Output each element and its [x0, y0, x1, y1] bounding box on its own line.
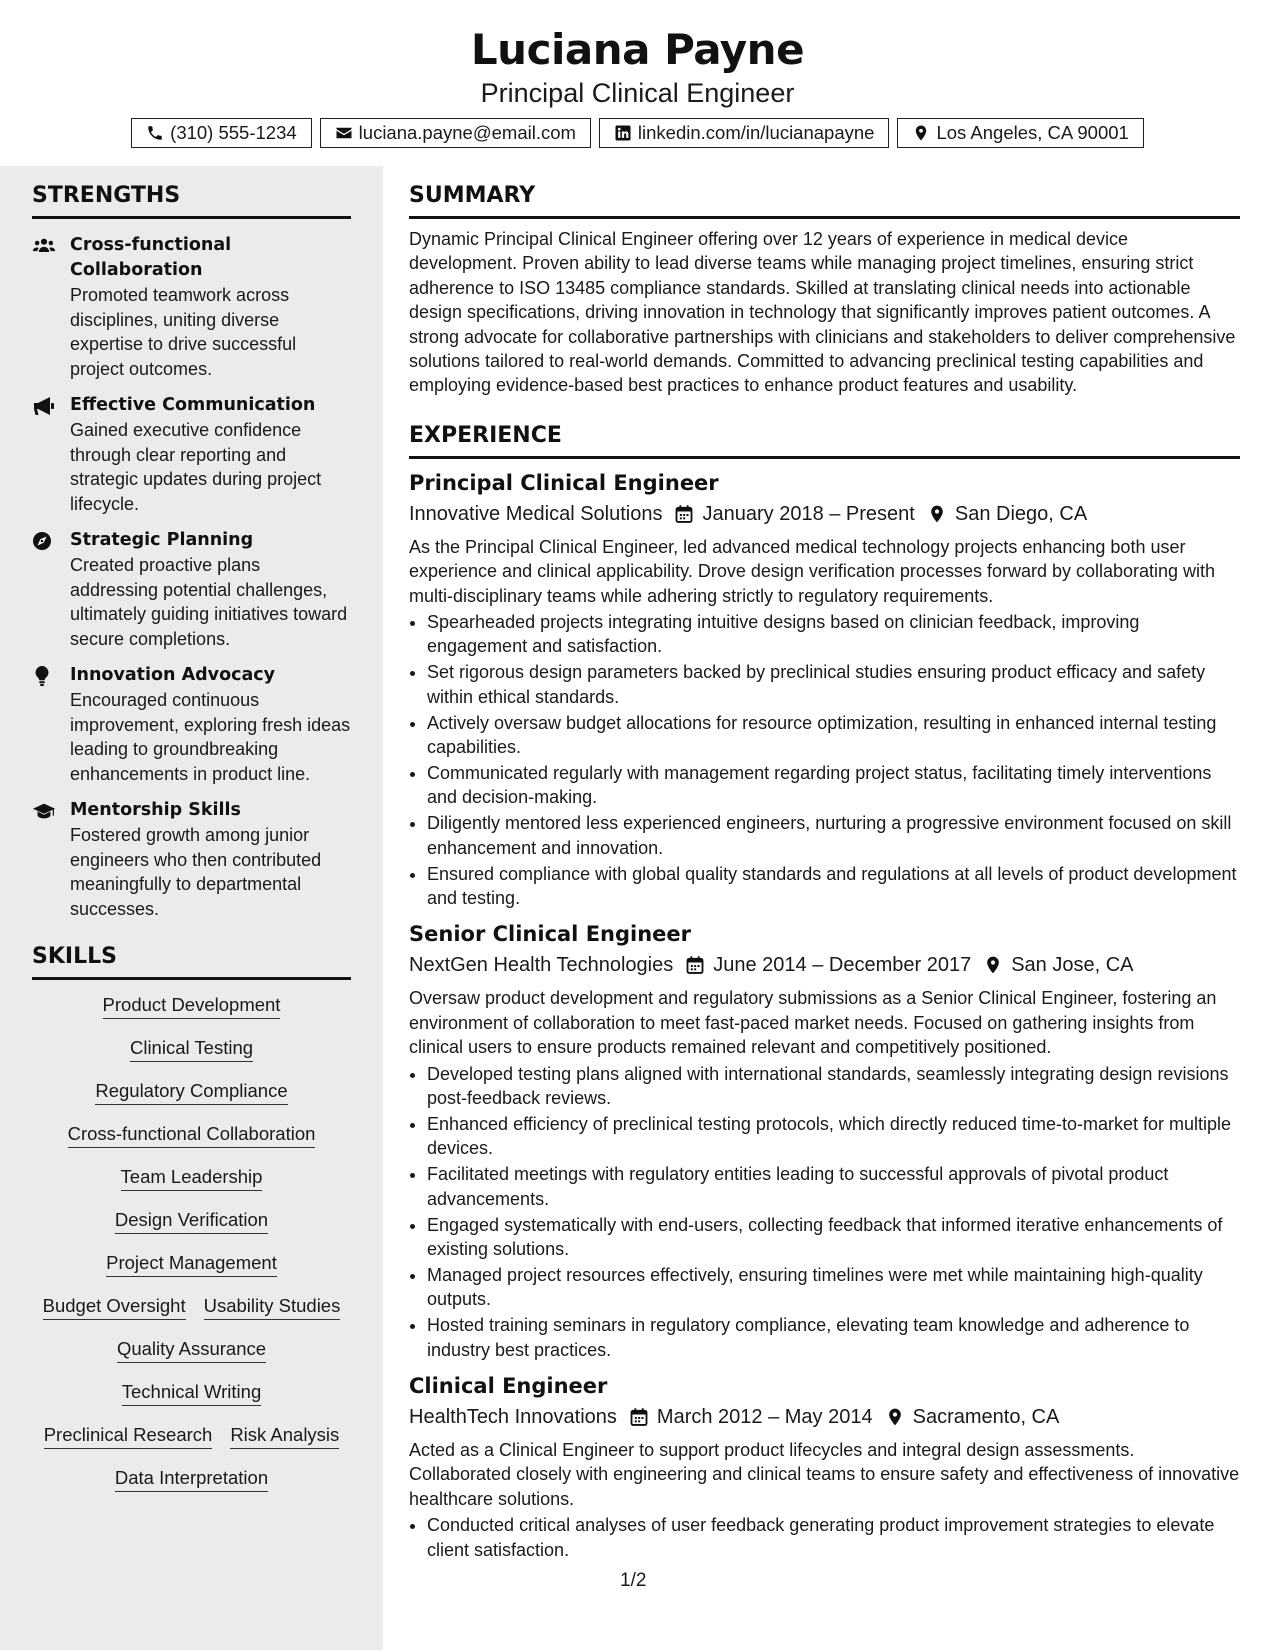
job-title: Senior Clinical Engineer: [409, 922, 692, 947]
strength-item: [32, 798, 351, 921]
strengths-list: [32, 233, 351, 921]
strength-item: [32, 233, 351, 381]
calendar-icon: [685, 955, 705, 975]
skills-row: [32, 992, 351, 1019]
resume-header: [0, 0, 1275, 148]
job-title: Principal Clinical Engineer: [409, 470, 719, 495]
summary-text: Dynamic Principal Clinical Engineer offering over 12 years of experience in medical device development. Proven ability to lead diverse teams while managing project timelines, ensuring strict adherence to ISO 13485 compliance standards. Skilled at translating clinical needs into actionable design specifications, driving innovation in technology that significantly improves patient outcomes. A strong advocate for collaborative partnerships with clinicians and stakeholders to deliver comprehensive solutions tailored to real-world demands. Committed to advancing preclinical testing capabilities and employing evidence-based best practices to enhance product features and usability.: [409, 229, 1236, 396]
skill-tag: Product Development: [103, 992, 281, 1019]
skills-row: [32, 1121, 351, 1148]
job-meta: [409, 1402, 1240, 1432]
skills-list: [32, 992, 351, 1492]
summary-heading: SUMMARY: [409, 166, 1240, 219]
contact-phone-text: (310) 555-1234: [170, 122, 297, 143]
graduation-cap-icon: [32, 801, 56, 821]
job-bullet: • Managed project resources effectively, ensuring timelines were met while maintaining high-quality outputs.: [427, 1263, 1240, 1312]
strength-desc: Promoted teamwork across disciplines, uniting diverse expertise to drive successful project outcomes.: [70, 285, 297, 379]
map-pin-icon: [912, 124, 930, 142]
skill-tag: Data Interpretation: [115, 1465, 268, 1492]
skill-tag: Risk Analysis: [230, 1422, 339, 1449]
skill-tag: Preclinical Research: [44, 1422, 213, 1449]
calendar-icon: [629, 1407, 649, 1427]
skill-tag: Design Verification: [115, 1207, 268, 1234]
skills-row: [32, 1078, 351, 1105]
contact-bar: [0, 118, 1275, 148]
contact-linkedin-text: linkedin.com/in/lucianapayne: [637, 122, 875, 143]
strength-desc: Gained executive confidence through clear reporting and strategic updates during project lifecycle.: [70, 420, 322, 514]
job-bullet: • Engaged systematically with end-users, collecting feedback that informed iterative enhancements of existing solutions.: [427, 1213, 1240, 1262]
job-description: Oversaw product development and regulatory submissions as a Senior Clinical Engineer, fostering an environment of collaboration to meet fast-paced market needs. Focused on gathering insights from clinical users to ensure products remained relevant and competitively positioned.: [409, 988, 1217, 1058]
job-location: San Diego, CA: [954, 502, 1088, 525]
skill-tag: Clinical Testing: [130, 1035, 253, 1062]
skills-row: [32, 1164, 351, 1191]
job-bullet: • Facilitated meetings with regulatory entities leading to successful approvals of pivotal product advancements.: [427, 1162, 1240, 1211]
skill-tag: Cross-functional Collaboration: [68, 1121, 316, 1148]
skills-row: [32, 1379, 351, 1406]
candidate-name: Luciana Payne: [470, 25, 805, 74]
users-icon: [32, 236, 56, 256]
job-bullet: • Hosted training seminars in regulatory compliance, elevating team knowledge and adherence to industry best practices.: [427, 1313, 1240, 1362]
strength-title: Strategic Planning: [70, 530, 254, 550]
job-meta: [409, 950, 1240, 980]
page-number: 1/2: [620, 1570, 647, 1591]
job-bullet: • Set rigorous design parameters backed by preclinical studies ensuring product efficacy and safety within ethical standards.: [427, 660, 1240, 709]
compass-icon: [32, 531, 56, 551]
job-bullet: • Communicated regularly with management regarding project status, facilitating timely interventions and decision-making.: [427, 761, 1240, 810]
strength-title: Mentorship Skills: [70, 800, 241, 820]
phone-icon: [146, 124, 164, 142]
job-dates: June 2014 – December 2017: [713, 954, 972, 977]
job-entry: [409, 920, 1240, 1362]
skills-row: [32, 1422, 351, 1449]
strength-title: Innovation Advocacy: [70, 665, 276, 685]
job-bullet: • Actively oversaw budget allocations for resource optimization, resulting in enhanced internal testing capabilities.: [427, 711, 1240, 760]
job-bullet: • Conducted critical analyses of user feedback generating product improvement strategies to elevate client satisfaction.: [427, 1513, 1240, 1562]
strength-item: [32, 528, 351, 651]
experience-heading: EXPERIENCE: [409, 406, 1240, 459]
job-company: NextGen Health Technologies: [409, 954, 674, 977]
job-bullet: • Diligently mentored less experienced engineers, nurturing a progressive environment focused on skill enhancement and innovation.: [427, 811, 1240, 860]
contact-email-text: luciana.payne@email.com: [358, 122, 576, 143]
skill-tag: Regulatory Compliance: [95, 1078, 287, 1105]
job-title: Clinical Engineer: [409, 1374, 608, 1399]
strength-desc: Encouraged continuous improvement, exploring fresh ideas leading to groundbreaking enhancements in product line.: [70, 690, 351, 784]
envelope-icon: [335, 124, 353, 142]
job-entry: [409, 1372, 1240, 1562]
strength-desc: Fostered growth among junior engineers who then contributed meaningfully to departmental successes.: [70, 825, 322, 919]
contact-linkedin[interactable]: [599, 118, 890, 148]
job-bullet: • Spearheaded projects integrating intuitive designs based on clinician feedback, improving engagement and satisfaction.: [427, 610, 1240, 659]
skills-row: [32, 1293, 351, 1320]
skill-tag: Technical Writing: [122, 1379, 262, 1406]
skill-tag: Budget Oversight: [43, 1293, 186, 1320]
map-pin-icon: [885, 1407, 905, 1427]
job-bullet: • Enhanced efficiency of preclinical testing protocols, which directly reduced time-to-market for multiple devices.: [427, 1112, 1240, 1161]
skill-tag: Team Leadership: [121, 1164, 263, 1191]
skills-row: [32, 1035, 351, 1062]
megaphone-icon: [32, 396, 56, 416]
job-bullets: [409, 1513, 1240, 1562]
skills-row: [32, 1465, 351, 1492]
strength-title: Effective Communication: [70, 395, 316, 415]
main-content: [409, 166, 1240, 1564]
experience-list: [409, 469, 1240, 1562]
candidate-title: Principal Clinical Engineer: [480, 78, 795, 108]
calendar-icon: [674, 504, 694, 524]
lightbulb-icon: [32, 666, 56, 686]
skill-tag: Project Management: [106, 1250, 277, 1277]
job-location: Sacramento, CA: [912, 1406, 1060, 1429]
job-bullets: [409, 1062, 1240, 1362]
strength-item: [32, 663, 351, 786]
sidebar: [0, 166, 383, 1650]
job-bullet: • Ensured compliance with global quality standards and regulations at all levels of product development and testing.: [427, 862, 1240, 911]
job-description: As the Principal Clinical Engineer, led advanced medical technology projects enhancing both user experience and clinical applicability. Drove design verification processes forward by collaborating with multi-disciplinary teams while adhering strictly to regulatory requirements.: [409, 536, 1216, 606]
job-company: Innovative Medical Solutions: [409, 502, 663, 525]
job-meta: [409, 499, 1240, 529]
job-company: HealthTech Innovations: [409, 1406, 617, 1429]
strengths-heading: STRENGTHS: [32, 166, 351, 219]
contact-location: [897, 118, 1143, 148]
contact-email[interactable]: [320, 118, 591, 148]
skills-row: [32, 1250, 351, 1277]
skill-tag: Quality Assurance: [117, 1336, 266, 1363]
skill-tag: Usability Studies: [204, 1293, 341, 1320]
map-pin-icon: [983, 955, 1003, 975]
skills-row: [32, 1336, 351, 1363]
job-dates: March 2012 – May 2014: [656, 1406, 873, 1429]
job-location: San Jose, CA: [1011, 954, 1134, 977]
job-entry: [409, 469, 1240, 911]
skills-row: [32, 1207, 351, 1234]
linkedin-icon: [614, 124, 632, 142]
strength-title: Cross-functional Collaboration: [70, 235, 232, 280]
contact-phone[interactable]: [131, 118, 312, 148]
contact-location-text: Los Angeles, CA 90001: [936, 122, 1129, 143]
job-bullet: • Developed testing plans aligned with international standards, seamlessly integrating design revisions post-feedback reviews.: [427, 1062, 1240, 1111]
map-pin-icon: [927, 504, 947, 524]
job-bullets: [409, 610, 1240, 910]
strength-desc: Created proactive plans addressing potential challenges, ultimately guiding initiatives toward secure completions.: [70, 555, 348, 649]
job-dates: January 2018 – Present: [702, 502, 915, 525]
job-description: Acted as a Clinical Engineer to support product lifecycles and integral design assessments. Collaborated closely with engineering and clinical teams to ensure safety and effectiveness of innovative healthcare solutions.: [409, 1440, 1240, 1509]
strength-item: [32, 393, 351, 516]
skills-heading: SKILLS: [32, 933, 351, 980]
